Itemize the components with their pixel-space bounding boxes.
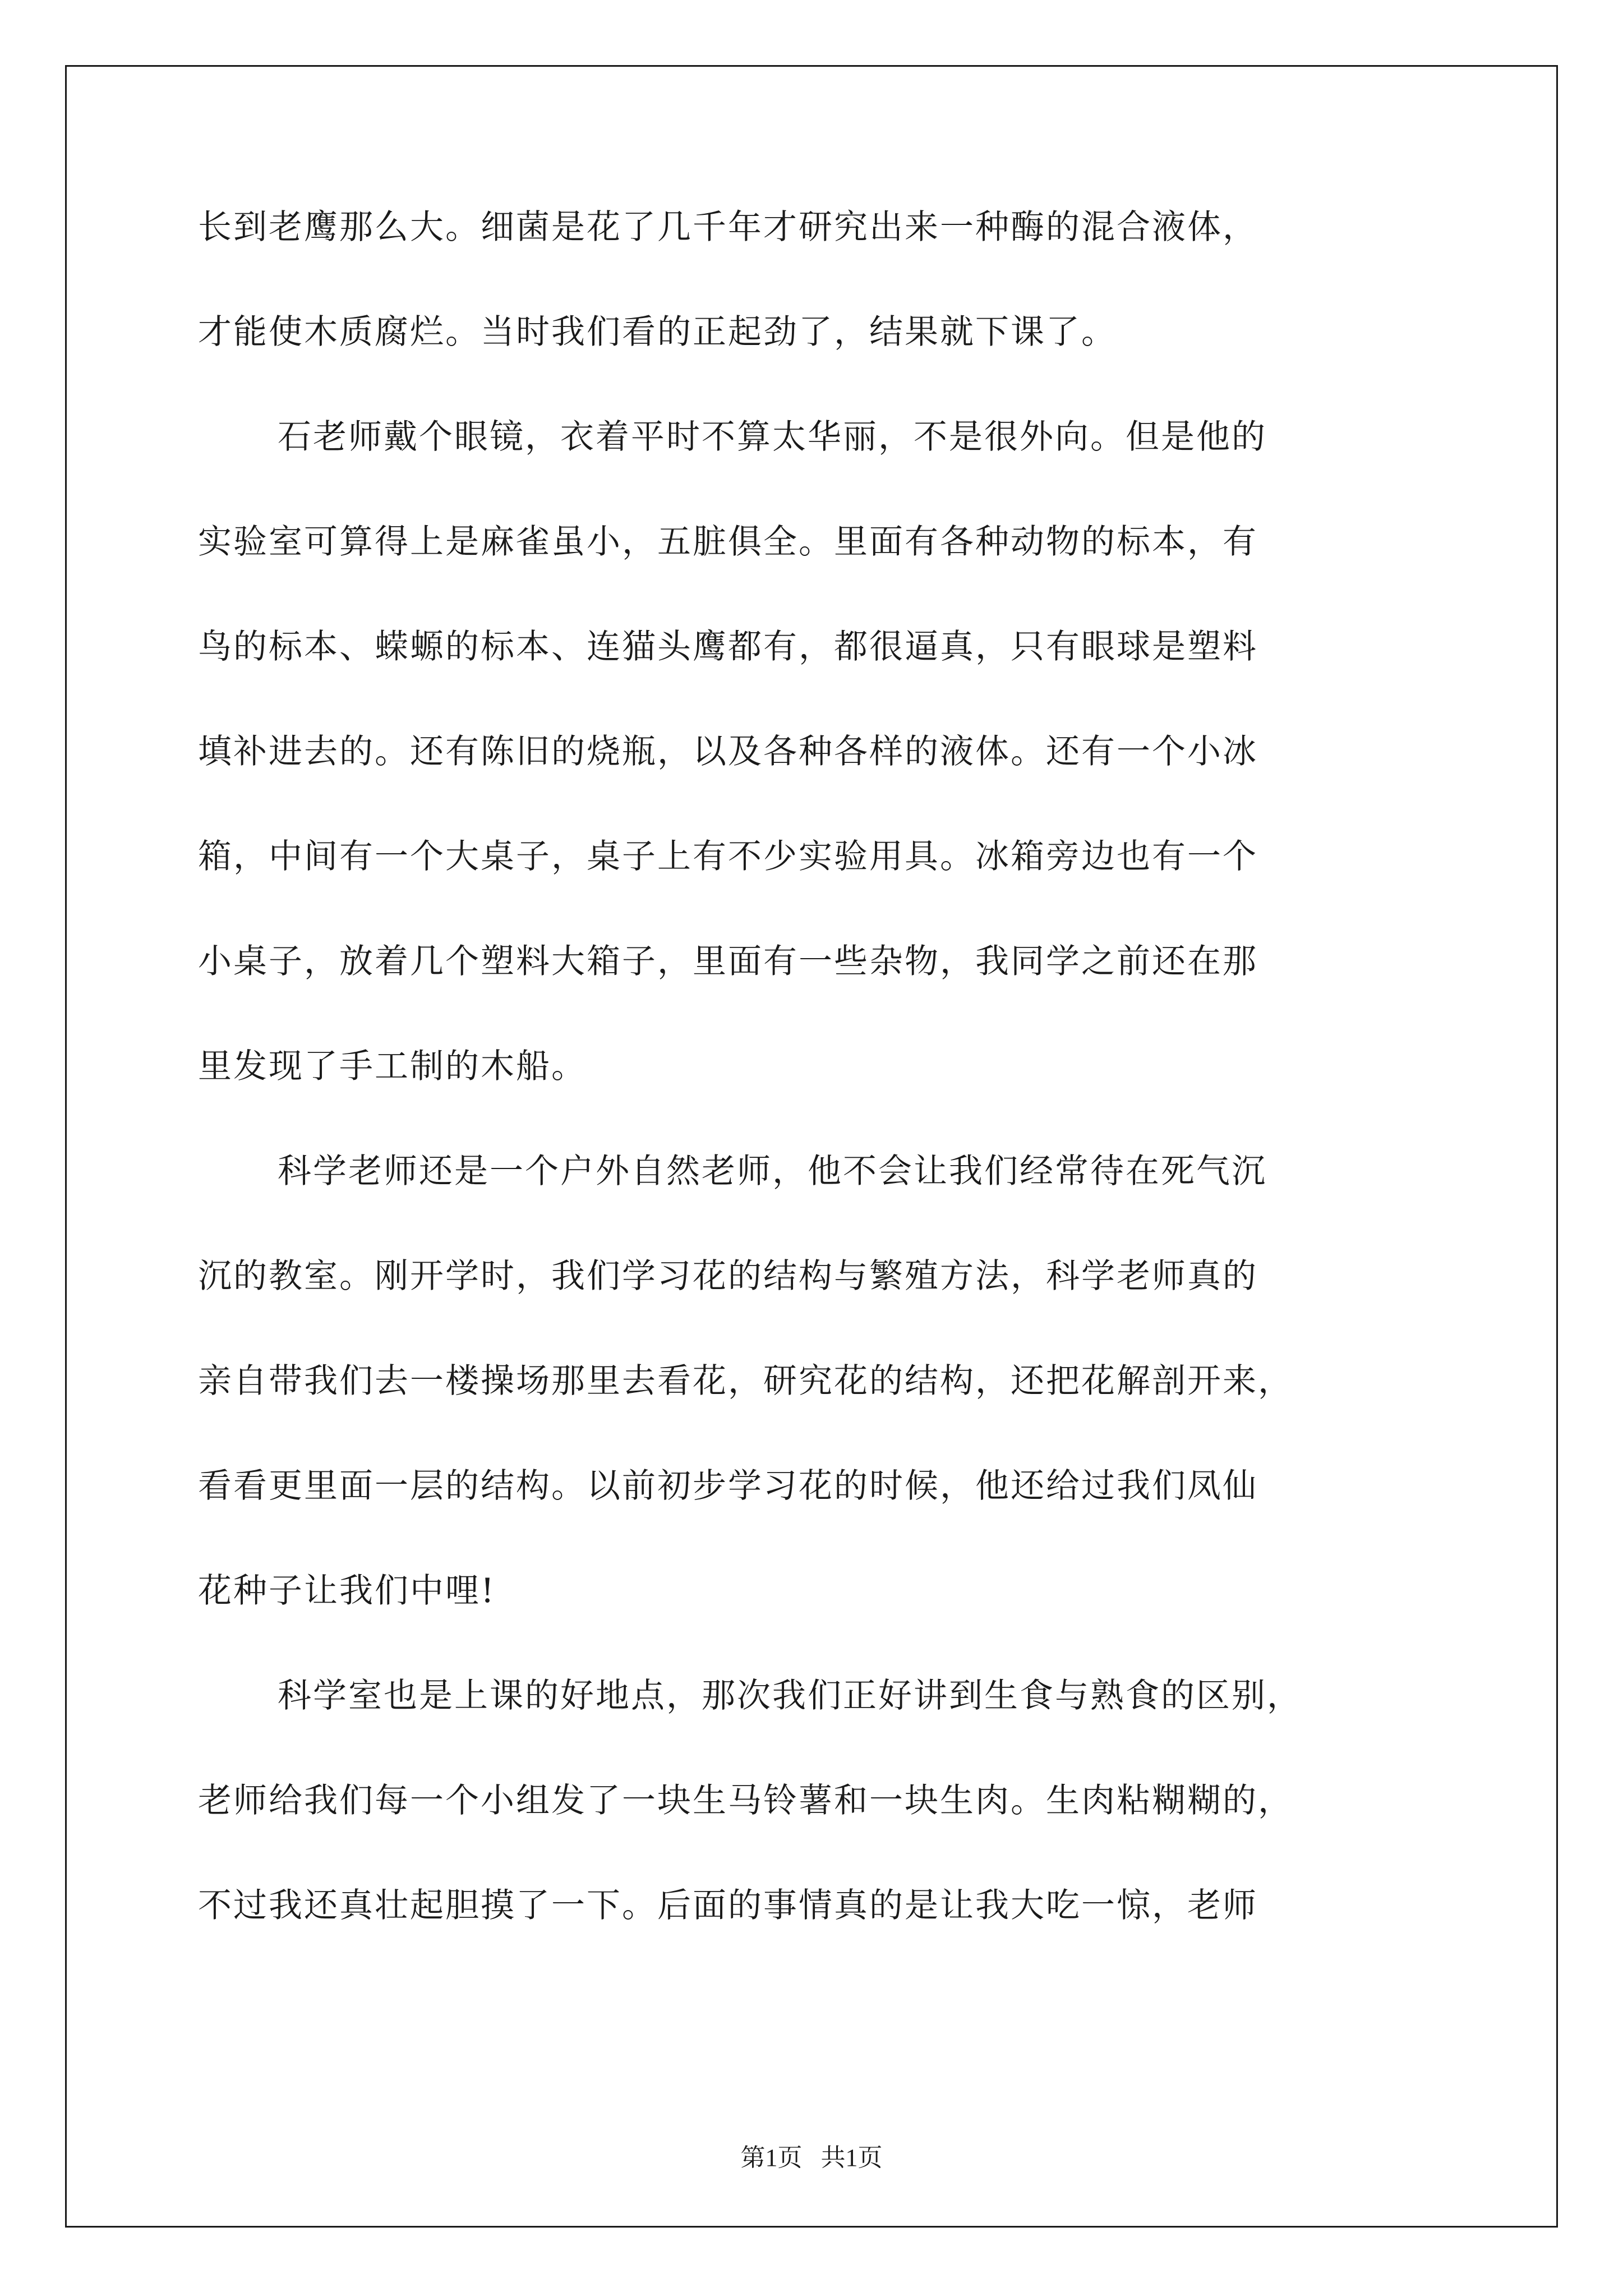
- text-line: 实验室可算得上是麻雀虽小，五脏俱全。里面有各种动物的标本，有: [198, 522, 1258, 562]
- paragraph-start-line: 科学室也是上课的好地点，那次我们正好讲到生食与熟食的区别，: [278, 1676, 1302, 1715]
- text-line: 箱，中间有一个大桌子，桌子上有不少实验用具。冰箱旁边也有一个: [198, 837, 1258, 876]
- text-line: 才能使木质腐烂。当时我们看的正起劲了，结果就下课了。: [198, 312, 1117, 352]
- text-line: 看看更里面一层的结构。以前初步学习花的时候，他还给过我们凤仙: [198, 1466, 1258, 1506]
- page-number-footer: 第1页 共1页: [740, 2144, 883, 2171]
- paragraph-start-line: 石老师戴个眼镜，衣着平时不算太华丽，不是很外向。但是他的: [278, 417, 1267, 457]
- text-line: 里发现了手工制的木船。: [198, 1047, 587, 1086]
- text-line: 小桌子，放着几个塑料大箱子，里面有一些杂物，我同学之前还在那: [198, 942, 1258, 981]
- text-line: 填补进去的。还有陈旧的烧瓶，以及各种各样的液体。还有一个小冰: [198, 732, 1258, 771]
- document-body: [198, 210, 1432, 1994]
- text-line: 花种子让我们中哩!: [198, 1571, 496, 1611]
- text-line: 不过我还真壮起胆摸了一下。后面的事情真的是让我大吃一惊，老师: [198, 1886, 1258, 1925]
- text-line: 亲自带我们去一楼操场那里去看花，研究花的结构，还把花解剖开来，: [198, 1361, 1293, 1401]
- paragraph-start-line: 科学老师还是一个户外自然老师，他不会让我们经常待在死气沉: [278, 1152, 1267, 1191]
- text-line: 鸟的标本、蝾螈的标本、连猫头鹰都有，都很逼真，只有眼球是塑料: [198, 627, 1258, 666]
- text-line: 沉的教室。刚开学时，我们学习花的结构与繁殖方法，科学老师真的: [198, 1257, 1258, 1296]
- text-line: 老师给我们每一个小组发了一块生马铃薯和一块生肉。生肉粘糊糊的，: [198, 1781, 1293, 1820]
- text-line: 长到老鹰那么大。细菌是花了几千年才研究出来一种酶的混合液体，: [198, 208, 1258, 247]
